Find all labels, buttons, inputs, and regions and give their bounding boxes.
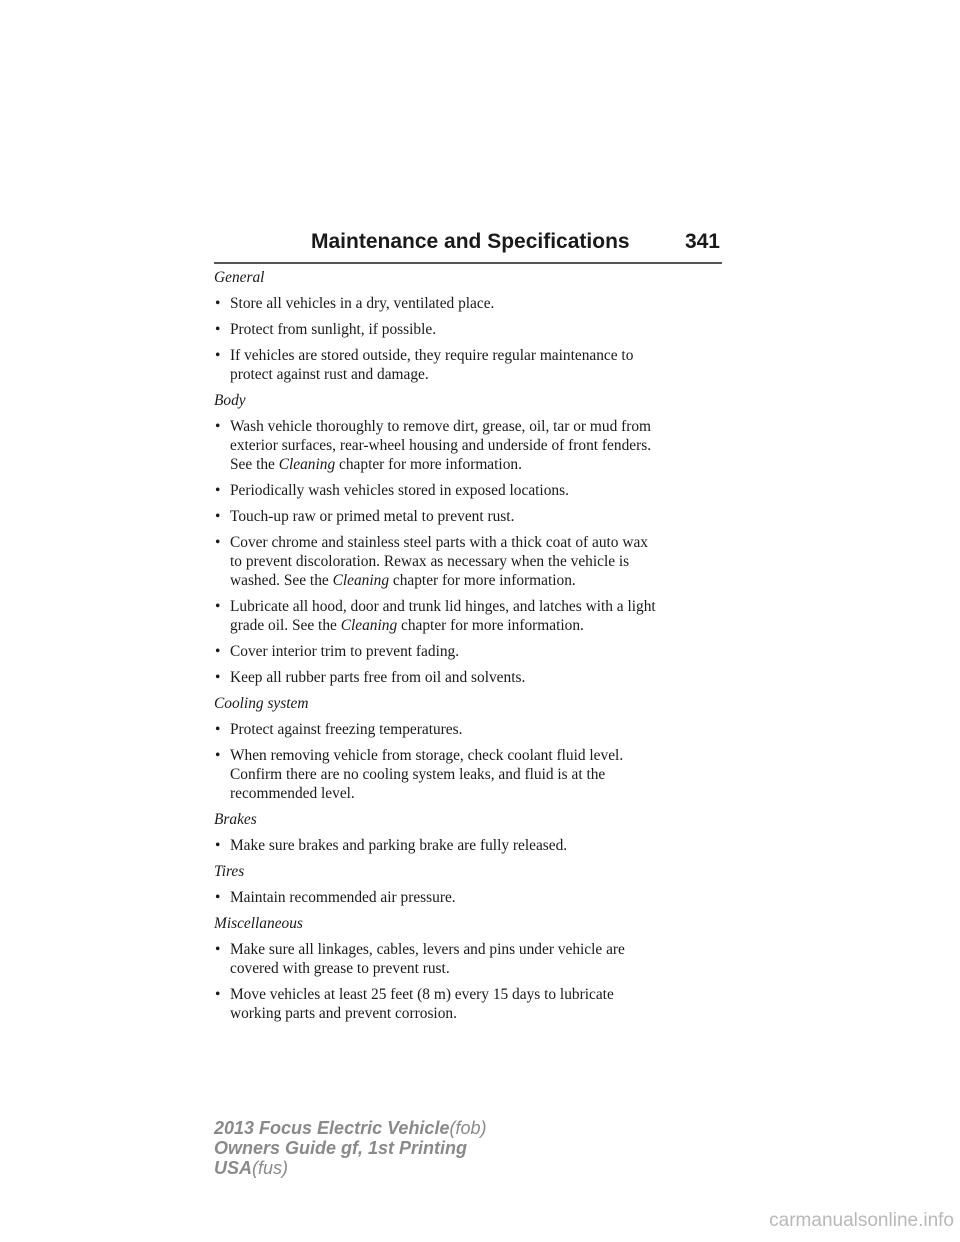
item-text-line: Make sure all linkages, cables, levers and pins under vehicle are bbox=[230, 941, 625, 958]
list-item bbox=[214, 346, 724, 384]
footer-line-1 bbox=[214, 1118, 486, 1138]
bullet-icon: • bbox=[215, 482, 221, 499]
footer-line-2 bbox=[214, 1138, 486, 1158]
list-item bbox=[214, 746, 724, 803]
bullet-icon: • bbox=[215, 295, 221, 312]
item-text-line: Protect against freezing temperatures. bbox=[230, 721, 463, 738]
item-text-line: covered with grease to prevent rust. bbox=[230, 960, 450, 977]
item-text-line: recommended level. bbox=[230, 785, 355, 802]
bullet-icon: • bbox=[215, 941, 221, 958]
list-item bbox=[214, 720, 724, 739]
list-item bbox=[214, 320, 724, 339]
bullet-icon: • bbox=[215, 418, 221, 435]
page-footer bbox=[214, 1118, 486, 1178]
bullet-icon: • bbox=[215, 669, 221, 686]
list-item bbox=[214, 642, 724, 661]
list-item bbox=[214, 597, 724, 635]
footer-vehicle-code: (fob) bbox=[449, 1118, 487, 1138]
bullet-icon: • bbox=[215, 986, 221, 1003]
chapter-reference: Cleaning bbox=[340, 617, 398, 634]
bullet-icon: • bbox=[215, 837, 221, 854]
section-heading: Miscellaneous bbox=[214, 915, 303, 932]
footer-market-code: (fus) bbox=[252, 1158, 289, 1178]
item-text-line: Cover interior trim to prevent fading. bbox=[230, 643, 460, 660]
item-text-line: Make sure brakes and parking brake are fully released. bbox=[230, 837, 568, 854]
item-text-line: When removing vehicle from storage, check coolant fluid level. bbox=[230, 747, 624, 764]
item-text-pre: washed. See the bbox=[230, 572, 333, 589]
site-watermark: carmanualsonline.info bbox=[769, 1210, 954, 1231]
item-text-line: Protect from sunlight, if possible. bbox=[230, 321, 437, 338]
bullet-icon: • bbox=[215, 643, 221, 660]
list-item bbox=[214, 481, 724, 500]
list-item bbox=[214, 294, 724, 313]
page-header bbox=[214, 228, 722, 264]
section-heading: Brakes bbox=[214, 811, 257, 828]
list-item bbox=[214, 533, 724, 590]
chapter-reference: Cleaning bbox=[278, 456, 336, 473]
list-item bbox=[214, 940, 724, 978]
footer-market: USA bbox=[214, 1158, 253, 1178]
item-text-line bbox=[230, 571, 724, 590]
section-heading: Tires bbox=[214, 863, 245, 880]
section-heading: Cooling system bbox=[214, 695, 309, 712]
item-text-line: exterior surfaces, rear-wheel housing and underside of front fenders. bbox=[230, 437, 652, 454]
item-text-line: Periodically wash vehicles stored in exposed locations. bbox=[230, 482, 569, 499]
footer-vehicle: 2013 Focus Electric Vehicle bbox=[214, 1118, 450, 1138]
item-text-line: Touch-up raw or primed metal to prevent rust. bbox=[230, 508, 515, 525]
bullet-icon: • bbox=[215, 508, 221, 525]
item-text-pre: grade oil. See the bbox=[230, 617, 341, 634]
item-text-pre: See the bbox=[230, 456, 279, 473]
item-text-post: chapter for more information. bbox=[335, 456, 522, 473]
item-text-line: If vehicles are stored outside, they require regular maintenance to bbox=[230, 347, 634, 364]
section-heading: Body bbox=[214, 392, 246, 409]
item-text-line bbox=[230, 455, 724, 474]
item-text-line: Keep all rubber parts free from oil and solvents. bbox=[230, 669, 526, 686]
bullet-icon: • bbox=[215, 721, 221, 738]
list-item bbox=[214, 888, 724, 907]
chapter-title: Maintenance and Specifications bbox=[311, 230, 630, 253]
item-text-line: Move vehicles at least 25 feet (8 m) every 15 days to lubricate bbox=[230, 986, 614, 1003]
item-text-line: Confirm there are no cooling system leaks, and fluid is at the bbox=[230, 766, 606, 783]
page-content bbox=[214, 268, 724, 1030]
bullet-icon: • bbox=[215, 889, 221, 906]
item-text-line: protect against rust and damage. bbox=[230, 366, 429, 383]
item-text-line: working parts and prevent corrosion. bbox=[230, 1005, 457, 1022]
item-text-line: Cover chrome and stainless steel parts with a thick coat of auto wax bbox=[230, 534, 648, 551]
item-text-line: Maintain recommended air pressure. bbox=[230, 889, 456, 906]
section-heading: General bbox=[214, 269, 265, 286]
bullet-icon: • bbox=[215, 347, 221, 364]
page-number: 341 bbox=[684, 230, 720, 253]
item-text-line: Store all vehicles in a dry, ventilated place. bbox=[230, 295, 495, 312]
item-text-post: chapter for more information. bbox=[389, 572, 576, 589]
item-text-post: chapter for more information. bbox=[397, 617, 584, 634]
item-text-line bbox=[230, 616, 724, 635]
item-text-line: Wash vehicle thoroughly to remove dirt, grease, oil, tar or mud from bbox=[230, 418, 652, 435]
bullet-icon: • bbox=[215, 747, 221, 764]
item-text-line: to prevent discoloration. Rewax as necessary when the vehicle is bbox=[230, 553, 630, 570]
list-item bbox=[214, 507, 724, 526]
footer-line-3 bbox=[214, 1158, 486, 1178]
list-item bbox=[214, 668, 724, 687]
list-item bbox=[214, 417, 724, 474]
list-item bbox=[214, 836, 724, 855]
bullet-icon: • bbox=[215, 321, 221, 338]
bullet-icon: • bbox=[215, 598, 221, 615]
item-text-line: Lubricate all hood, door and trunk lid hinges, and latches with a light bbox=[230, 598, 656, 615]
bullet-icon: • bbox=[215, 534, 221, 551]
chapter-reference: Cleaning bbox=[332, 572, 390, 589]
footer-guide: Owners Guide gf, 1st Printing bbox=[214, 1138, 468, 1158]
list-item bbox=[214, 985, 724, 1023]
